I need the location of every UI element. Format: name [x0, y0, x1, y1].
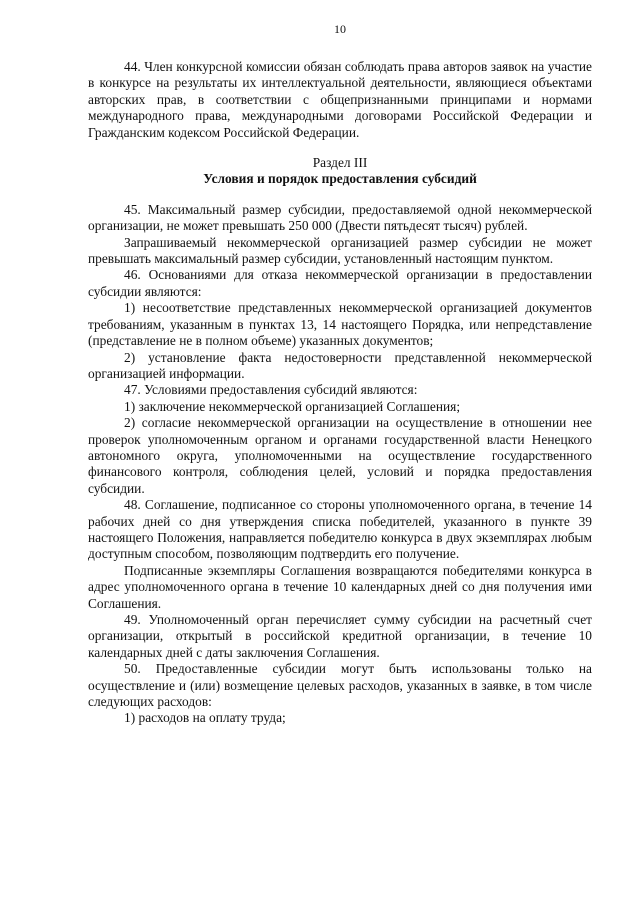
paragraph-48-note: Подписанные экземпляры Соглашения возвращаются победителями конкурса в адрес уполномоченного органа в течение 10 календарных дней со дня получения ими Соглашения.: [88, 562, 592, 611]
paragraph-47-item-1: 1) заключение некоммерческой организацией Соглашения;: [124, 398, 461, 414]
document-page: [88, 22, 592, 727]
section-label: Раздел III: [312, 155, 368, 171]
paragraph-45-note: Запрашиваемый некоммерческой организацией размер субсидии не может превышать максимальный размер субсидии, установленный настоящим пунктом.: [88, 234, 592, 267]
paragraph-49: 49. Уполномоченный орган перечисляет сумму субсидии на расчетный счет организации, открытый в российской кредитной организации, в течение 10 календарных дней с даты заключения Соглашения.: [88, 612, 592, 660]
paragraph-47-item-2: 2) согласие некоммерческой организации на осуществление в отношении нее проверок уполномоченным органом и органами государственной власти Ненецкого автономного округа, уполномоченными на осуществление государственного финансового контроля, соблюдения целей, условий и порядка предоставления субсидии.: [88, 415, 592, 496]
paragraph-46-item-1: 1) несоответствие представленных некоммерческой организацией документов требованиям, указанным в пунктах 13, 14 настоящего Порядка, или непредставление (представление не в полном объеме) указанных документов;: [88, 300, 592, 349]
paragraph-45: 45. Максимальный размер субсидии, предоставляемой одной некоммерческой организации, не может превышать 250 000 (Двести пятьдесят тысяч) рублей.: [88, 201, 592, 234]
section-title: Условия и порядок предоставления субсидий: [203, 171, 477, 187]
paragraph-48: 48. Соглашение, подписанное со стороны уполномоченного органа, в течение 14 рабочих дней со дня утверждения списка победителей, указанного в пункте 39 настоящего Положения, направляется победителю конкурса в двух экземплярах любым доступным способом, позволяющим подтвердить его получение.: [88, 497, 592, 562]
paragraph-44: 44. Член конкурсной комиссии обязан соблюдать права авторов заявок на участие в конкурсе на результаты их интеллектуальной деятельности, являющиеся объектами авторских прав, в соответствии с общепризнанными принципами и нормами международного права, международными договорами Российской Федерации и Гражданским кодексом Российской Федерации.: [88, 59, 592, 140]
page-number: 10: [334, 22, 346, 36]
paragraph-47: 47. Условиями предоставления субсидий являются:: [124, 382, 418, 398]
paragraph-46-item-2: 2) установление факта недостоверности представленной некоммерческой организацией информации.: [88, 349, 592, 381]
paragraph-50: 50. Предоставленные субсидии могут быть использованы только на осуществление и (или) возмещение целевых расходов, указанных в заявке, в том числе следующих расходов:: [88, 661, 592, 710]
paragraph-50-item-1: 1) расходов на оплату труда;: [124, 710, 286, 726]
paragraph-46: 46. Основаниями для отказа некоммерческой организации в предоставлении субсидии являются:: [88, 267, 592, 299]
